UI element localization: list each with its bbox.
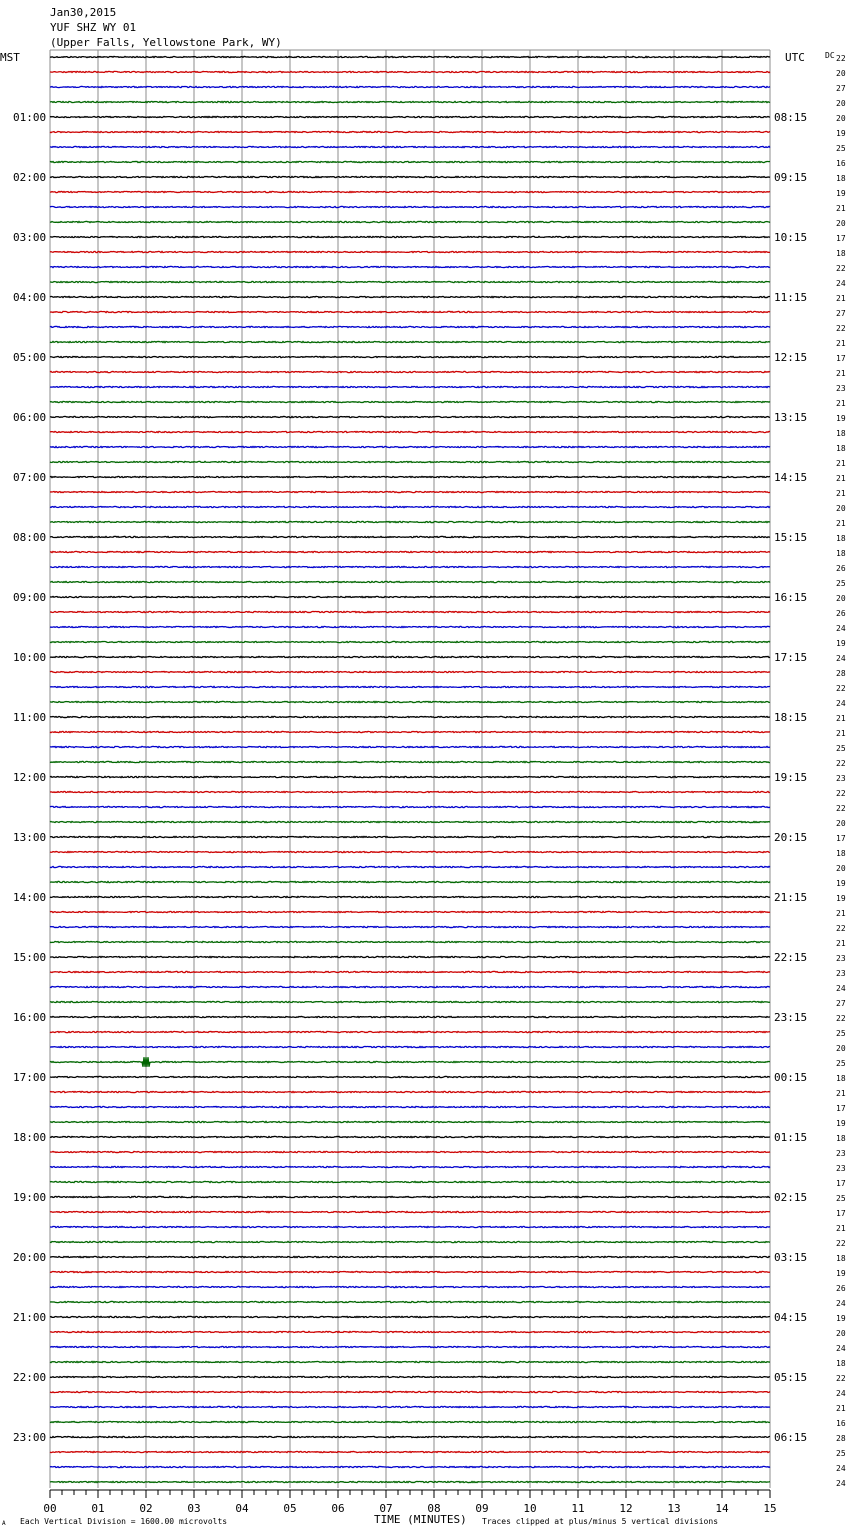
dc-offset-label: 19 [836, 879, 846, 888]
left-hour-label: 20:00 [13, 1251, 47, 1264]
dc-offset-label: 22 [836, 1374, 846, 1383]
trace-red [50, 911, 770, 912]
trace-red [50, 1271, 770, 1272]
trace-green [50, 881, 770, 882]
right-hour-label: 14:15 [774, 471, 808, 484]
dc-offset-label: 17 [836, 834, 846, 843]
header-date: Jan30,2015 [50, 6, 117, 19]
trace-red [50, 731, 770, 732]
right-hour-label: 11:15 [774, 291, 808, 304]
trace-blue [50, 626, 770, 627]
x-tick-label: 06 [331, 1502, 345, 1515]
trace-blue [50, 1106, 770, 1107]
trace-black [50, 536, 770, 537]
right-timezone-label: UTC [785, 51, 805, 64]
dc-offset-label: 24 [836, 1464, 846, 1473]
dc-offset-label: 24 [836, 279, 846, 288]
dc-offset-label: 28 [836, 669, 846, 678]
x-tick-label: 08 [427, 1502, 441, 1515]
dc-offset-label: 18 [836, 1074, 846, 1083]
trace-black [50, 596, 770, 597]
dc-offset-label: 25 [836, 1449, 846, 1458]
right-hour-label: 16:15 [774, 591, 808, 604]
corner-mark: A [2, 1520, 6, 1527]
dc-offset-label: 21 [836, 1404, 846, 1413]
trace-green [50, 161, 770, 162]
dc-offset-label: 21 [836, 204, 846, 213]
dc-offset-label: 22 [836, 924, 846, 933]
left-hour-label: 08:00 [13, 531, 47, 544]
right-hour-label: 02:15 [774, 1191, 808, 1204]
dc-offset-label: 22 [836, 264, 846, 273]
dc-offset-label: 26 [836, 1284, 846, 1293]
x-tick-label: 04 [235, 1502, 249, 1515]
dc-offset-label: 21 [836, 399, 846, 408]
trace-green [50, 761, 770, 762]
dc-offset-label: 17 [836, 1179, 846, 1188]
trace-black [50, 296, 770, 297]
x-tick-label: 00 [43, 1502, 57, 1515]
trace-black [50, 656, 770, 657]
left-hour-label: 06:00 [13, 411, 47, 424]
trace-red [50, 311, 770, 312]
trace-black [50, 1196, 770, 1197]
dc-offset-label: 17 [836, 234, 846, 243]
dc-offset-label: 19 [836, 129, 846, 138]
trace-green [50, 1241, 770, 1242]
scale-note: Each Vertical Division = 1600.00 microvolts [20, 1517, 228, 1526]
left-hour-label: 07:00 [13, 471, 47, 484]
dc-offset-label: 16 [836, 159, 846, 168]
right-hour-labels [774, 111, 807, 1444]
dc-offset-label: 21 [836, 729, 846, 738]
dc-offset-label: 18 [836, 1134, 846, 1143]
plot-footer [2, 1513, 718, 1527]
trace-black [50, 956, 770, 957]
trace-blue [50, 1286, 770, 1287]
right-hour-label: 08:15 [774, 111, 808, 124]
header-location: (Upper Falls, Yellowstone Park, WY) [50, 36, 282, 49]
trace-black [50, 836, 770, 837]
trace-black [50, 1376, 770, 1377]
dc-offset-label: 25 [836, 144, 846, 153]
dc-offset-label: 18 [836, 444, 846, 453]
right-hour-label: 21:15 [774, 891, 808, 904]
dc-offset-label: 22 [836, 324, 846, 333]
dc-offset-label: 26 [836, 564, 846, 573]
trace-red [50, 971, 770, 972]
trace-red [50, 371, 770, 372]
dc-offset-label: 28 [836, 1434, 846, 1443]
trace-red [50, 611, 770, 612]
x-tick-label: 03 [187, 1502, 201, 1515]
dc-offset-label: 22 [836, 759, 846, 768]
trace-black [50, 1256, 770, 1257]
dc-offset-label: 20 [836, 219, 846, 228]
trace-blue [50, 1406, 770, 1407]
x-tick-label: 09 [475, 1502, 489, 1515]
dc-offset-label: 23 [836, 1149, 846, 1158]
trace-blue [50, 146, 770, 147]
dc-offset-label: 18 [836, 249, 846, 258]
right-hour-label: 22:15 [774, 951, 808, 964]
trace-blue [50, 866, 770, 867]
trace-red [50, 1031, 770, 1032]
dc-offset-label: 21 [836, 714, 846, 723]
trace-black [50, 1076, 770, 1077]
dc-offset-label: 25 [836, 744, 846, 753]
trace-green [50, 1001, 770, 1002]
trace-green [50, 461, 770, 462]
dc-offset-label: 22 [836, 789, 846, 798]
dc-offset-label: 26 [836, 609, 846, 618]
left-hour-label: 13:00 [13, 831, 47, 844]
trace-blue [50, 1346, 770, 1347]
dc-offset-label: 20 [836, 819, 846, 828]
trace-green [50, 101, 770, 102]
trace-blue [50, 566, 770, 567]
dc-offset-label: 18 [836, 549, 846, 558]
trace-black [50, 356, 770, 357]
dc-offset-label: 20 [836, 504, 846, 513]
trace-blue [50, 86, 770, 87]
trace-black [50, 236, 770, 237]
x-tick-label: 15 [763, 1502, 777, 1515]
dc-offset-label: 19 [836, 189, 846, 198]
trace-green [50, 341, 770, 342]
dc-offset-label: 20 [836, 114, 846, 123]
right-hour-label: 15:15 [774, 531, 808, 544]
right-hour-label: 00:15 [774, 1071, 808, 1084]
right-hour-label: 04:15 [774, 1311, 808, 1324]
trace-blue [50, 1166, 770, 1167]
left-hour-label: 01:00 [13, 111, 47, 124]
dc-offset-label: 27 [836, 84, 846, 93]
dc-offset-label: 18 [836, 534, 846, 543]
trace-black [50, 56, 770, 57]
dc-offset-label: 18 [836, 174, 846, 183]
dc-offset-label: 21 [836, 489, 846, 498]
trace-green [50, 281, 770, 282]
trace-blue [50, 506, 770, 507]
dc-offset-label: 21 [836, 1089, 846, 1098]
dc-offset-label: 19 [836, 1119, 846, 1128]
left-hour-label: 17:00 [13, 1071, 47, 1084]
dc-offset-label: 24 [836, 699, 846, 708]
trace-blue [50, 206, 770, 207]
trace-red [50, 671, 770, 672]
trace-blue [50, 326, 770, 327]
trace-red [50, 1091, 770, 1092]
dc-offset-label: 24 [836, 1479, 846, 1488]
trace-blue [50, 1466, 770, 1467]
x-tick-label: 14 [715, 1502, 729, 1515]
right-hour-label: 20:15 [774, 831, 808, 844]
left-hour-label: 02:00 [13, 171, 47, 184]
trace-blue [50, 926, 770, 927]
dc-offset-label: 25 [836, 1029, 846, 1038]
dc-offset-label: 19 [836, 1314, 846, 1323]
trace-red [50, 551, 770, 552]
dc-offset-label: 18 [836, 1359, 846, 1368]
x-tick-label: 07 [379, 1502, 393, 1515]
trace-black [50, 416, 770, 417]
dc-offset-label: 23 [836, 774, 846, 783]
header-station: YUF SHZ WY 01 [50, 21, 137, 34]
dc-offset-label: 18 [836, 429, 846, 438]
trace-black [50, 176, 770, 177]
right-hour-label: 18:15 [774, 711, 808, 724]
trace-red [50, 791, 770, 792]
dc-offset-label: 24 [836, 984, 846, 993]
left-hour-label: 09:00 [13, 591, 47, 604]
trace-green [50, 1301, 770, 1302]
trace-green [50, 821, 770, 822]
trace-green [50, 941, 770, 942]
dc-offset-label: 21 [836, 519, 846, 528]
trace-blue [50, 386, 770, 387]
dc-offset-label: 18 [836, 849, 846, 858]
dc-offset-label: 17 [836, 1209, 846, 1218]
right-hour-label: 06:15 [774, 1431, 808, 1444]
right-hour-label: 03:15 [774, 1251, 808, 1264]
trace-green [50, 1061, 770, 1062]
dc-offset-label: 22 [836, 804, 846, 813]
dc-offset-column [836, 54, 846, 1488]
dc-offset-label: 23 [836, 969, 846, 978]
trace-blue [50, 1046, 770, 1047]
right-hour-label: 05:15 [774, 1371, 808, 1384]
dc-offset-label: 24 [836, 1344, 846, 1353]
trace-red [50, 1451, 770, 1452]
x-tick-label: 10 [523, 1502, 537, 1515]
dc-offset-label: 21 [836, 474, 846, 483]
left-hour-label: 15:00 [13, 951, 47, 964]
trace-red [50, 1151, 770, 1152]
left-hour-label: 12:00 [13, 771, 47, 784]
dc-offset-label: 23 [836, 1164, 846, 1173]
trace-red [50, 851, 770, 852]
left-hour-label: 18:00 [13, 1131, 47, 1144]
trace-blue [50, 806, 770, 807]
dc-offset-label: 25 [836, 1059, 846, 1068]
trace-black [50, 716, 770, 717]
dc-offset-label: 16 [836, 1419, 846, 1428]
trace-blue [50, 1226, 770, 1227]
dc-offset-label: 19 [836, 1269, 846, 1278]
x-tick-label: 12 [619, 1502, 633, 1515]
trace-red [50, 491, 770, 492]
trace-red [50, 191, 770, 192]
right-hour-label: 12:15 [774, 351, 808, 364]
dc-offset-label: 24 [836, 624, 846, 633]
right-hour-label: 01:15 [774, 1131, 808, 1144]
dc-column-label: DC [825, 51, 835, 60]
trace-green [50, 701, 770, 702]
trace-green [50, 581, 770, 582]
x-axis [43, 1490, 776, 1515]
x-tick-label: 02 [139, 1502, 153, 1515]
seismic-traces [50, 56, 770, 1482]
right-hour-label: 23:15 [774, 1011, 808, 1024]
trace-blue [50, 686, 770, 687]
x-tick-label: 13 [667, 1502, 681, 1515]
trace-blue [50, 266, 770, 267]
trace-green [50, 401, 770, 402]
left-hour-label: 05:00 [13, 351, 47, 364]
trace-blue [50, 986, 770, 987]
dc-offset-label: 21 [836, 369, 846, 378]
right-hour-label: 10:15 [774, 231, 808, 244]
left-hour-label: 03:00 [13, 231, 47, 244]
trace-green [50, 521, 770, 522]
dc-offset-label: 20 [836, 99, 846, 108]
dc-offset-label: 19 [836, 414, 846, 423]
right-hour-label: 13:15 [774, 411, 808, 424]
dc-offset-label: 22 [836, 1014, 846, 1023]
left-hour-label: 22:00 [13, 1371, 47, 1384]
left-hour-labels [13, 111, 46, 1444]
dc-offset-label: 20 [836, 1044, 846, 1053]
trace-black [50, 1436, 770, 1437]
left-hour-label: 19:00 [13, 1191, 47, 1204]
trace-red [50, 1391, 770, 1392]
trace-green [50, 1481, 770, 1482]
trace-red [50, 251, 770, 252]
trace-green [50, 221, 770, 222]
trace-black [50, 476, 770, 477]
trace-black [50, 116, 770, 117]
dc-offset-label: 21 [836, 909, 846, 918]
trace-blue [50, 746, 770, 747]
trace-green [50, 1181, 770, 1182]
trace-red [50, 131, 770, 132]
left-hour-label: 10:00 [13, 651, 47, 664]
trace-green [50, 1421, 770, 1422]
dc-offset-label: 24 [836, 1299, 846, 1308]
left-hour-label: 23:00 [13, 1431, 47, 1444]
dc-offset-label: 23 [836, 954, 846, 963]
dc-offset-label: 21 [836, 1224, 846, 1233]
left-hour-label: 14:00 [13, 891, 47, 904]
trace-red [50, 1331, 770, 1332]
dc-offset-label: 22 [836, 1239, 846, 1248]
clip-note: Traces clipped at plus/minus 5 vertical divisions [482, 1517, 719, 1526]
right-hour-label: 19:15 [774, 771, 808, 784]
dc-offset-label: 20 [836, 864, 846, 873]
trace-black [50, 1016, 770, 1017]
dc-offset-label: 19 [836, 894, 846, 903]
dc-offset-label: 25 [836, 1194, 846, 1203]
trace-red [50, 71, 770, 72]
dc-offset-label: 25 [836, 579, 846, 588]
right-hour-label: 17:15 [774, 651, 808, 664]
right-hour-label: 09:15 [774, 171, 808, 184]
dc-offset-label: 17 [836, 354, 846, 363]
dc-offset-label: 23 [836, 384, 846, 393]
trace-green [50, 1361, 770, 1362]
dc-offset-label: 21 [836, 339, 846, 348]
x-axis-title: TIME (MINUTES) [374, 1513, 467, 1526]
dc-offset-label: 27 [836, 309, 846, 318]
dc-offset-label: 22 [836, 684, 846, 693]
trace-red [50, 431, 770, 432]
trace-black [50, 896, 770, 897]
dc-offset-label: 24 [836, 1389, 846, 1398]
left-hour-label: 16:00 [13, 1011, 47, 1024]
trace-black [50, 1316, 770, 1317]
dc-offset-label: 20 [836, 1329, 846, 1338]
left-hour-label: 11:00 [13, 711, 47, 724]
dc-offset-label: 21 [836, 939, 846, 948]
dc-offset-label: 24 [836, 654, 846, 663]
dc-offset-label: 18 [836, 1254, 846, 1263]
dc-offset-label: 20 [836, 594, 846, 603]
left-timezone-label: MST [0, 51, 20, 64]
x-tick-label: 05 [283, 1502, 297, 1515]
trace-blue [50, 446, 770, 447]
x-tick-label: 01 [91, 1502, 105, 1515]
dc-offset-label: 21 [836, 294, 846, 303]
trace-green [50, 641, 770, 642]
dc-offset-label: 27 [836, 999, 846, 1008]
dc-offset-label: 17 [836, 1104, 846, 1113]
x-tick-label: 11 [571, 1502, 585, 1515]
dc-offset-label: 20 [836, 69, 846, 78]
left-hour-label: 04:00 [13, 291, 47, 304]
trace-black [50, 1136, 770, 1137]
dc-offset-label: 21 [836, 459, 846, 468]
trace-red [50, 1211, 770, 1212]
left-hour-label: 21:00 [13, 1311, 47, 1324]
dc-offset-label: 19 [836, 639, 846, 648]
plot-header [0, 6, 835, 64]
dc-offset-label: 22 [836, 54, 846, 63]
trace-green [50, 1121, 770, 1122]
trace-black [50, 776, 770, 777]
